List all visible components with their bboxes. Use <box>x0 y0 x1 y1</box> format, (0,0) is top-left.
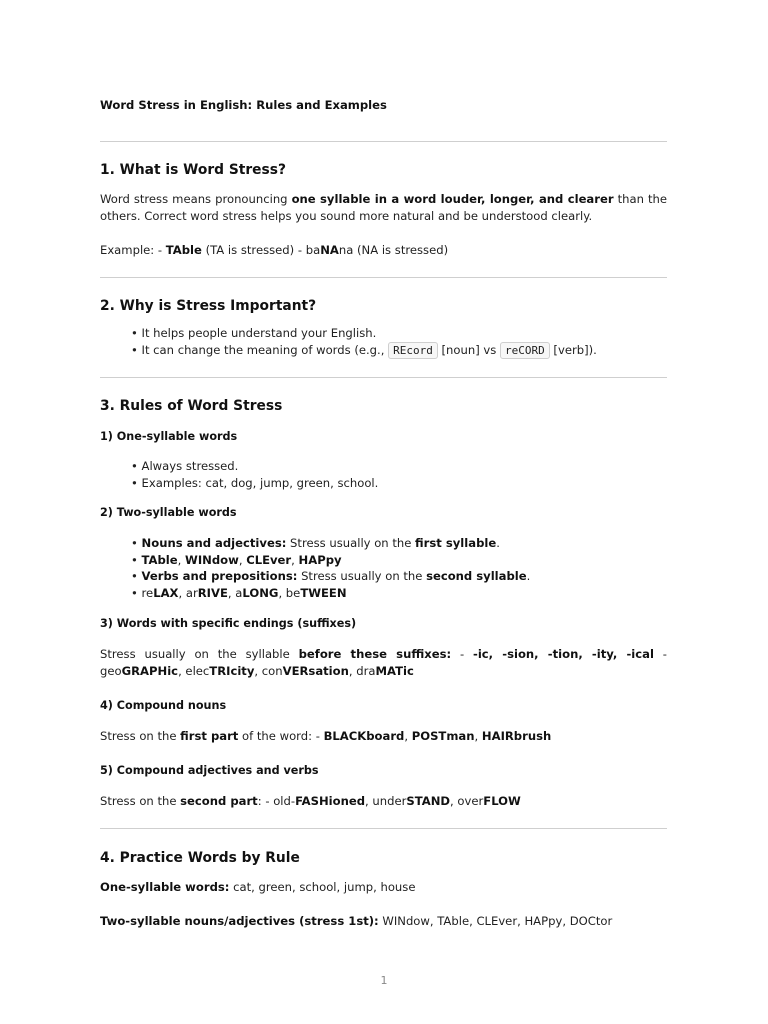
rule-title-compound-adjectives: 5) Compound adjectives and verbs <box>100 764 319 777</box>
list-item: • Nouns and adjectives: Stress usually on the first syllable. <box>131 535 667 552</box>
rule-title-suffixes: 3) Words with specific endings (suffixes) <box>100 617 357 630</box>
list-item: • Examples: cat, dog, jump, green, school. <box>131 475 667 492</box>
section-heading-rules: 3. Rules of Word Stress <box>100 398 283 414</box>
two-syllable-list <box>100 535 667 601</box>
importance-list <box>100 325 667 359</box>
list-item: • TAble, WINdow, CLEver, HAPpy <box>131 552 667 569</box>
word-stress-example: Example: - TAble (TA is stressed) - baNAna (NA is stressed) <box>100 243 449 257</box>
section-heading-why-important: 2. Why is Stress Important? <box>100 298 317 314</box>
practice-two-syllable: Two-syllable nouns/adjectives (stress 1st): WINdow, TAble, CLEver, HAPpy, DOCtor <box>100 914 613 928</box>
practice-one-syllable: One-syllable words: cat, green, school, jump, house <box>100 880 416 894</box>
rule-title-one-syllable: 1) One-syllable words <box>100 430 238 443</box>
rule-title-two-syllable: 2) Two-syllable words <box>100 506 237 519</box>
one-syllable-list <box>100 458 667 491</box>
document-content <box>100 97 667 930</box>
compound-adjectives-text: Stress on the second part: - old-FASHioned, underSTAND, overFLOW <box>100 794 521 808</box>
list-item: • Always stressed. <box>131 458 667 475</box>
list-item: • It can change the meaning of words (e.g., REcord [noun] vs reCORD [verb]). <box>131 342 667 360</box>
page-number: 1 <box>380 974 388 987</box>
list-item: • Verbs and prepositions: Stress usually on the second syllable. <box>131 568 667 585</box>
word-stress-definition: Word stress means pronouncing one syllable in a word louder, longer, and clearer than the others. Correct word stress helps you sound more natural and be understood clearly. <box>100 192 667 223</box>
section-heading-what-is-word-stress: 1. What is Word Stress? <box>100 162 286 178</box>
section-heading-practice: 4. Practice Words by Rule <box>100 850 300 866</box>
rule-title-compound-nouns: 4) Compound nouns <box>100 699 227 712</box>
list-item: • reLAX, arRIVE, aLONG, beTWEEN <box>131 585 667 602</box>
list-item: • It helps people understand your English. <box>131 325 667 342</box>
inline-code: reCORD <box>500 342 550 359</box>
document-title: Word Stress in English: Rules and Examples <box>100 98 387 112</box>
compound-nouns-text: Stress on the first part of the word: - BLACKboard, POSTman, HAIRbrush <box>100 729 552 743</box>
suffix-rule-text: Stress usually on the syllable before these suffixes: - -ic, -sion, -tion, -ity, -ical - geoGRAPHic, elecTRIcity, conVERsation, draMATic <box>100 647 667 678</box>
inline-code: REcord <box>388 342 438 359</box>
